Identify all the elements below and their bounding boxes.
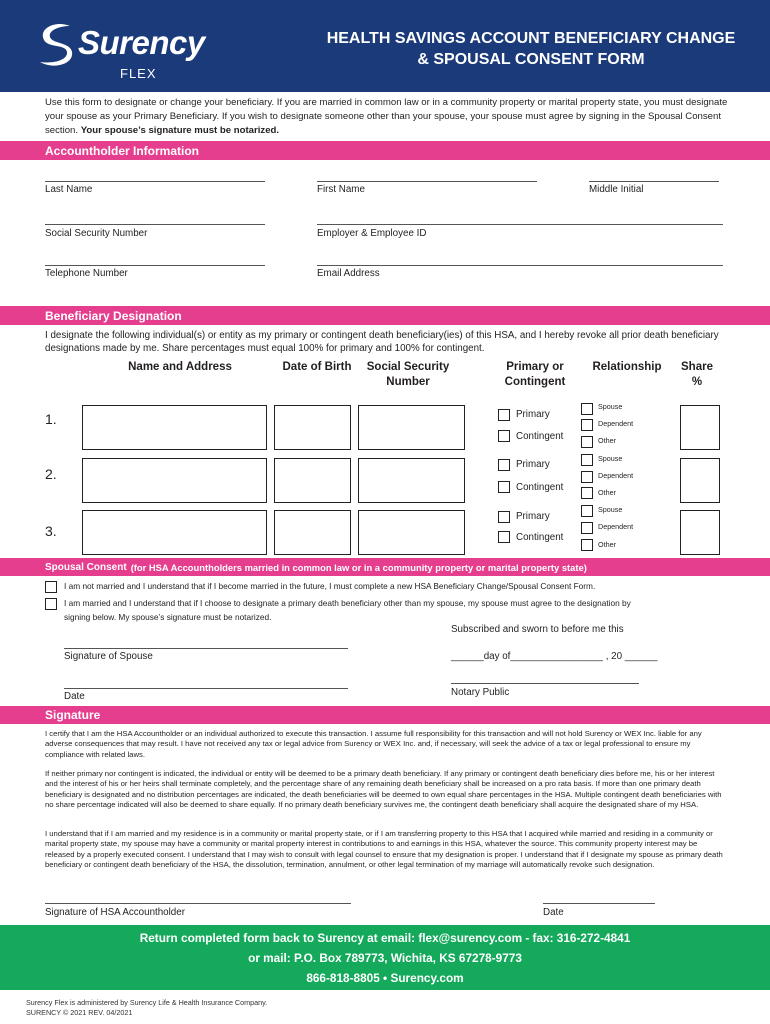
- dob-input[interactable]: [274, 510, 351, 555]
- subscribed-text: Subscribed and sworn to before me this: [451, 624, 624, 635]
- primary-label: Primary: [516, 459, 550, 470]
- dependent-checkbox[interactable]: [581, 522, 593, 534]
- share-input[interactable]: [680, 405, 720, 450]
- primary-label: Primary: [516, 511, 550, 522]
- beneficiary-rules-paragraph: If neither primary nor contingent is indicated, the individual or entity will be deemed to be a primary death beneficiary. If any primary or contingent death beneficiary dies before me, his or her interest and the interest of his or her heirs shall terminate completely, and the percentage share of any remaining death beneficiary shall be increased on a pro rata basis. If more than one primary death beneficiary is designated and no distribution percentages are indicated, the death beneficiaries will be deemed to own equal share percentages in the HSA. Multiple contingent death beneficiaries with no share percentage indicated will also be deemed to share equally. If no primary death beneficiary survives me, the contingent death beneficiary shall acquire the designated share of my HSA.: [45, 769, 722, 810]
- col-share: Share %: [681, 361, 713, 388]
- row-number: 3.: [45, 523, 57, 539]
- spouse-label: Spouse: [598, 454, 623, 463]
- dob-input[interactable]: [274, 458, 351, 503]
- ssn-input[interactable]: [358, 458, 465, 503]
- primary-checkbox[interactable]: [498, 459, 510, 471]
- surency-logo: [36, 20, 226, 84]
- other-checkbox[interactable]: [581, 487, 593, 499]
- intro-text: Use this form to designate or change your beneficiary. If you are married in common law or in a community property or marital property state, you must designate your spouse as your Primary Beneficiary. If you wish to designate someone other than your spouse, your spouse must agree by signing in the Spousal Consent section. Your spouse’s signature must be notarized.: [45, 97, 728, 136]
- surency-swoosh-icon: [36, 22, 76, 68]
- employer-field[interactable]: [317, 224, 723, 225]
- accountholder-date-field[interactable]: [543, 903, 655, 904]
- name-address-input[interactable]: [82, 510, 267, 555]
- row-number: 1.: [45, 411, 57, 427]
- notary-day-line[interactable]: ______day of_________________ , 20 ______: [451, 651, 658, 662]
- primary-checkbox[interactable]: [498, 409, 510, 421]
- first-name-label: First Name: [317, 184, 365, 195]
- ssn-label: Social Security Number: [45, 228, 148, 239]
- beneficiary-text: I designate the following individual(s) or entity as my primary or contingent death beneficiary(ies) of this HSA, and I hereby revoke all prior death beneficiary designations made by me. Share percentages must equal 100% for primary and 100% for contingent.: [45, 330, 719, 354]
- other-checkbox[interactable]: [581, 436, 593, 448]
- spouse-signature-label: Signature of Spouse: [64, 651, 153, 662]
- spouse-checkbox[interactable]: [581, 505, 593, 517]
- not-married-checkbox[interactable]: [45, 581, 57, 593]
- col-relationship: Relationship: [592, 361, 662, 373]
- footer-copyright: SURENCY © 2021 REV. 04/2021: [26, 1008, 133, 1017]
- accountholder-section-header: Accountholder Information: [0, 141, 770, 160]
- dob-input[interactable]: [274, 405, 351, 450]
- spouse-date-field[interactable]: [64, 688, 348, 689]
- return-instructions: [0, 925, 770, 990]
- name-address-input[interactable]: [82, 458, 267, 503]
- spouse-label: Spouse: [598, 402, 623, 411]
- name-address-input[interactable]: [82, 405, 267, 450]
- middle-initial-label: Middle Initial: [589, 184, 644, 195]
- return-mail: or mail: P.O. Box 789773, Wichita, KS 67278-9773: [248, 951, 522, 965]
- spouse-signature-field[interactable]: [64, 648, 348, 649]
- footer-admin: Surency Flex is administered by Surency Life & Health Insurance Company.: [26, 998, 268, 1007]
- beneficiary-section-header: Beneficiary Designation: [0, 306, 770, 325]
- dependent-label: Dependent: [598, 419, 634, 428]
- first-name-field[interactable]: [317, 181, 537, 182]
- notary-public-label: Notary Public: [451, 687, 510, 698]
- spouse-label: Spouse: [598, 505, 623, 514]
- dependent-checkbox[interactable]: [581, 471, 593, 483]
- ssn-input[interactable]: [358, 405, 465, 450]
- dependent-label: Dependent: [598, 522, 634, 531]
- other-label: Other: [598, 488, 616, 497]
- spouse-checkbox[interactable]: [581, 403, 593, 415]
- spouse-date-label: Date: [64, 691, 85, 702]
- telephone-field[interactable]: [45, 265, 265, 266]
- accountholder-signature-label: Signature of HSA Accountholder: [45, 907, 185, 918]
- share-input[interactable]: [680, 510, 720, 555]
- notary-signature-field[interactable]: [451, 683, 639, 684]
- col-dob: Date of Birth: [282, 361, 352, 373]
- primary-checkbox[interactable]: [498, 511, 510, 523]
- primary-label: Primary: [516, 409, 550, 420]
- contingent-checkbox[interactable]: [498, 430, 510, 442]
- middle-initial-field[interactable]: [589, 181, 719, 182]
- other-label: Other: [598, 540, 616, 549]
- col-ssn: Social Security Number: [366, 361, 450, 388]
- email-label: Email Address: [317, 268, 380, 279]
- telephone-label: Telephone Number: [45, 268, 128, 279]
- dependent-checkbox[interactable]: [581, 419, 593, 431]
- accountholder-date-label: Date: [543, 907, 564, 918]
- logo-wordmark: Surency: [78, 24, 205, 61]
- return-email-fax: Return completed form back to Surency at email: flex@surency.com - fax: 316-272-4841: [139, 931, 631, 945]
- col-name-address: Name and Address: [128, 361, 232, 373]
- ssn-input[interactable]: [358, 510, 465, 555]
- last-name-field[interactable]: [45, 181, 265, 182]
- return-phone-web: 866-818-8805 • Surency.com: [306, 971, 464, 985]
- signature-section-header: Signature: [0, 706, 770, 724]
- col-primary-contingent: Primary or Contingent: [504, 361, 566, 388]
- contingent-checkbox[interactable]: [498, 481, 510, 493]
- contingent-label: Contingent: [516, 532, 564, 543]
- form-title: HEALTH SAVINGS ACCOUNT BENEFICIARY CHANGE & SPOUSAL CONSENT FORM: [326, 30, 736, 68]
- spousal-consent-section-header: Spousal Consent (for HSA Accountholders married in common law or in a community property or marital property state): [0, 558, 770, 576]
- married-text: I am married and I understand that if I choose to designate a primary death beneficiary other than my spouse, my spouse must agree to the designation by signing below. My spouse’s signature must be notarized.: [64, 598, 631, 622]
- contingent-label: Contingent: [516, 482, 564, 493]
- email-field[interactable]: [317, 265, 723, 266]
- married-checkbox[interactable]: [45, 598, 57, 610]
- last-name-label: Last Name: [45, 184, 93, 195]
- logo-subtitle: FLEX: [120, 66, 157, 81]
- row-number: 2.: [45, 466, 57, 482]
- share-input[interactable]: [680, 458, 720, 503]
- other-checkbox[interactable]: [581, 539, 593, 551]
- certification-paragraph: I certify that I am the HSA Accountholder or an individual authorized to execute this transaction. I assume full responsibility for this transaction and will not hold Surency or WEX Inc. liable for any adverse consequences that may result. I have not received any tax or legal advice from Surency or WEX Inc. and, if necessary, will seek the advice of a tax or legal professional to ensure my compliance with related laws.: [45, 729, 702, 759]
- page-header: [0, 0, 770, 92]
- ssn-field[interactable]: [45, 224, 265, 225]
- accountholder-signature-field[interactable]: [45, 903, 351, 904]
- contingent-label: Contingent: [516, 431, 564, 442]
- not-married-text: I am not married and I understand that if I become married in the future, I must complete a new HSA Beneficiary Change/Spousal Consent Form.: [64, 581, 596, 591]
- other-label: Other: [598, 436, 616, 445]
- dependent-label: Dependent: [598, 471, 634, 480]
- employer-label: Employer & Employee ID: [317, 228, 427, 239]
- contingent-checkbox[interactable]: [498, 531, 510, 543]
- community-property-paragraph: I understand that if I am married and my residence is in a community or marital property state, or if I am transferring property to this HSA that I acquired while married and residing in a community or marital property state, my spouse may have a community or marital property interest in contributions to and earnings in this HSA, whatever the source. This community property interest may be released by a properly executed consent. I understand that I may wish to consult with legal counsel to ensure that my designation is proper. I understand that if I designate my spouse as primary death beneficiary or contingent death beneficiary of the HSA, the dissolution, termination, annulment, or other legal termination of my marriage will automatically revoke such designation.: [45, 829, 723, 870]
- spouse-checkbox[interactable]: [581, 454, 593, 466]
